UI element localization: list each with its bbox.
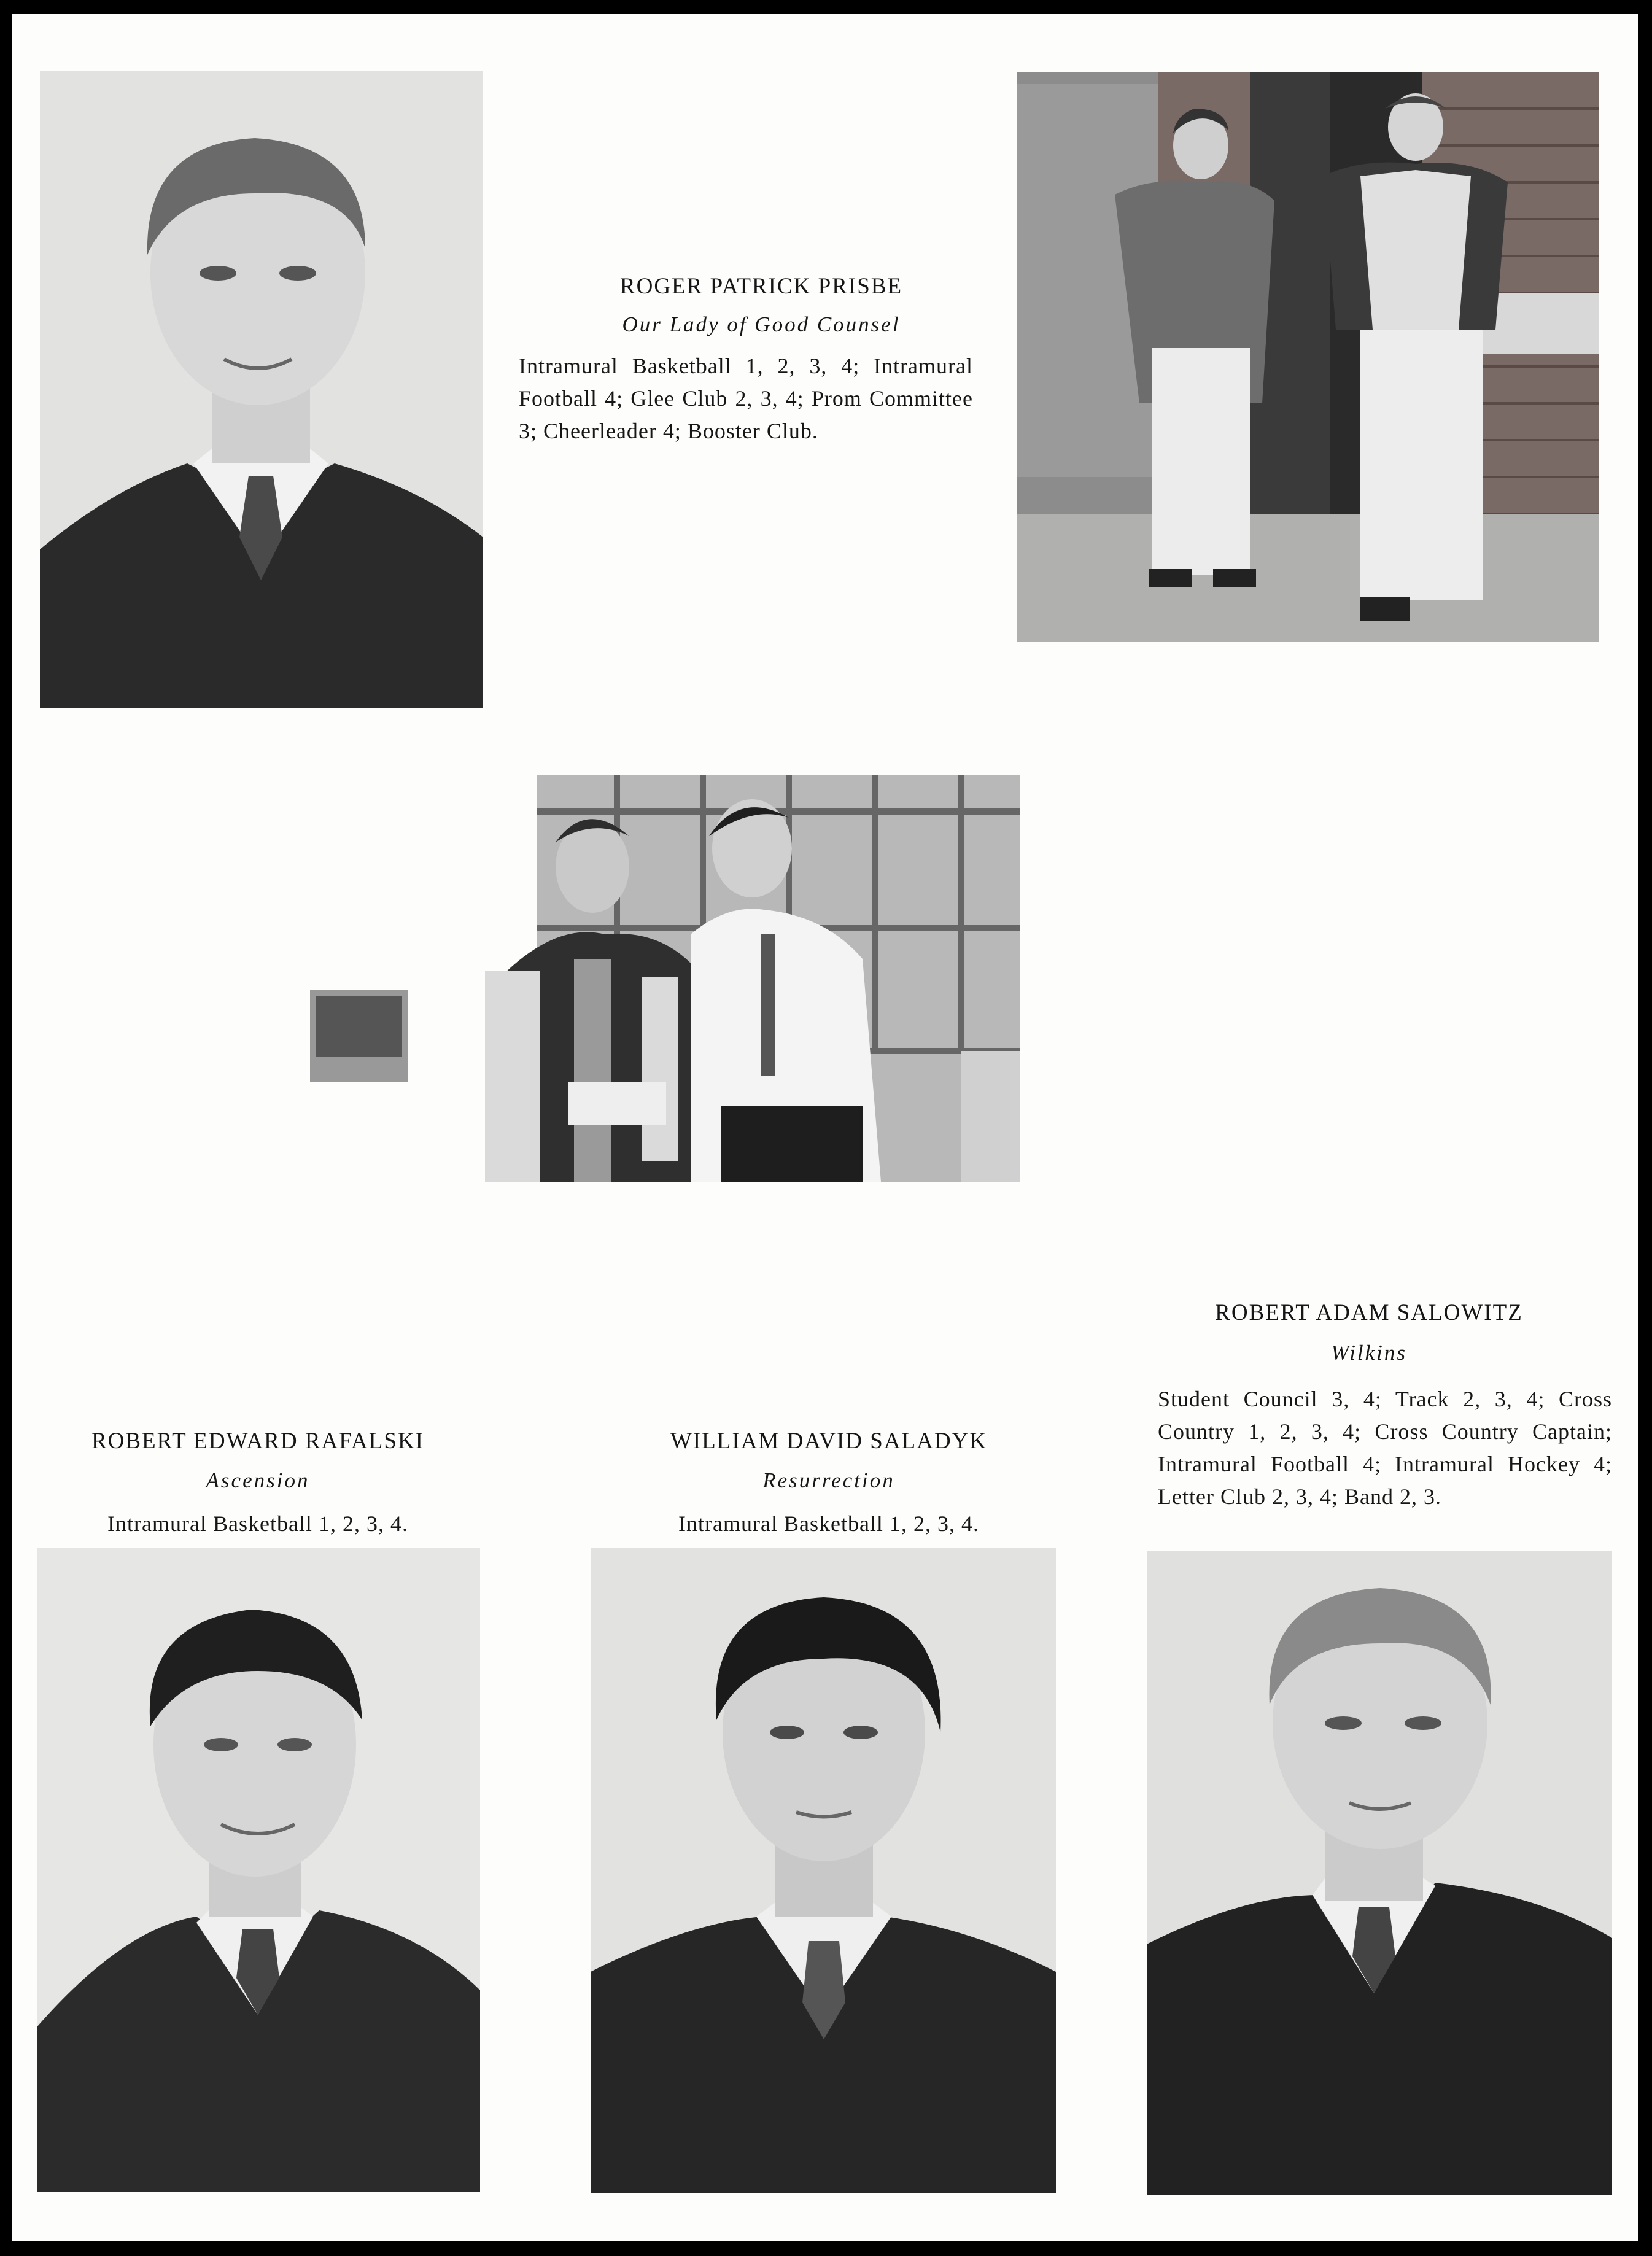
senior-activities: Intramural Basketball 1, 2, 3, 4. xyxy=(107,1511,408,1536)
senior-parish: Wilkins xyxy=(1330,1341,1408,1365)
portrait-robert-salowitz xyxy=(1147,1551,1612,2195)
senior-parish: Our Lady of Good Counsel xyxy=(622,312,901,336)
portrait-roger-prisbe xyxy=(40,71,483,708)
senior-parish: Ascension xyxy=(206,1468,310,1492)
senior-activities: Student Council 3, 4; Track 2, 3, 4; Cross Country 1, 2, 3, 4; Cross Country Captain; Intramural Football 4; Intramural Hockey 4; Letter Club 2, 3, 4; Band 2, 3. xyxy=(1158,1387,1612,1509)
senior-parish: Resurrection xyxy=(762,1468,895,1492)
senior-name: ROBERT ADAM SALOWITZ xyxy=(1215,1300,1523,1325)
senior-name: ROBERT EDWARD RAFALSKI xyxy=(91,1428,424,1454)
yearbook-page xyxy=(12,14,1638,2241)
senior-name: WILLIAM DAVID SALADYK xyxy=(670,1428,988,1454)
senior-name: ROGER PATRICK PRISBE xyxy=(619,274,903,299)
candid-photo-doorway xyxy=(1017,72,1599,642)
senior-activities: Intramural Basketball 1, 2, 3, 4. xyxy=(678,1511,979,1536)
candid-photo-students-reading xyxy=(298,775,1020,1182)
portrait-william-saladyk xyxy=(591,1548,1056,2193)
senior-activities: Intramural Basketball 1, 2, 3, 4; Intramural Football 4; Glee Club 2, 3, 4; Prom Committee 3; Cheerleader 4; Booster Club. xyxy=(519,354,973,443)
portrait-robert-rafalski xyxy=(37,1548,480,2192)
